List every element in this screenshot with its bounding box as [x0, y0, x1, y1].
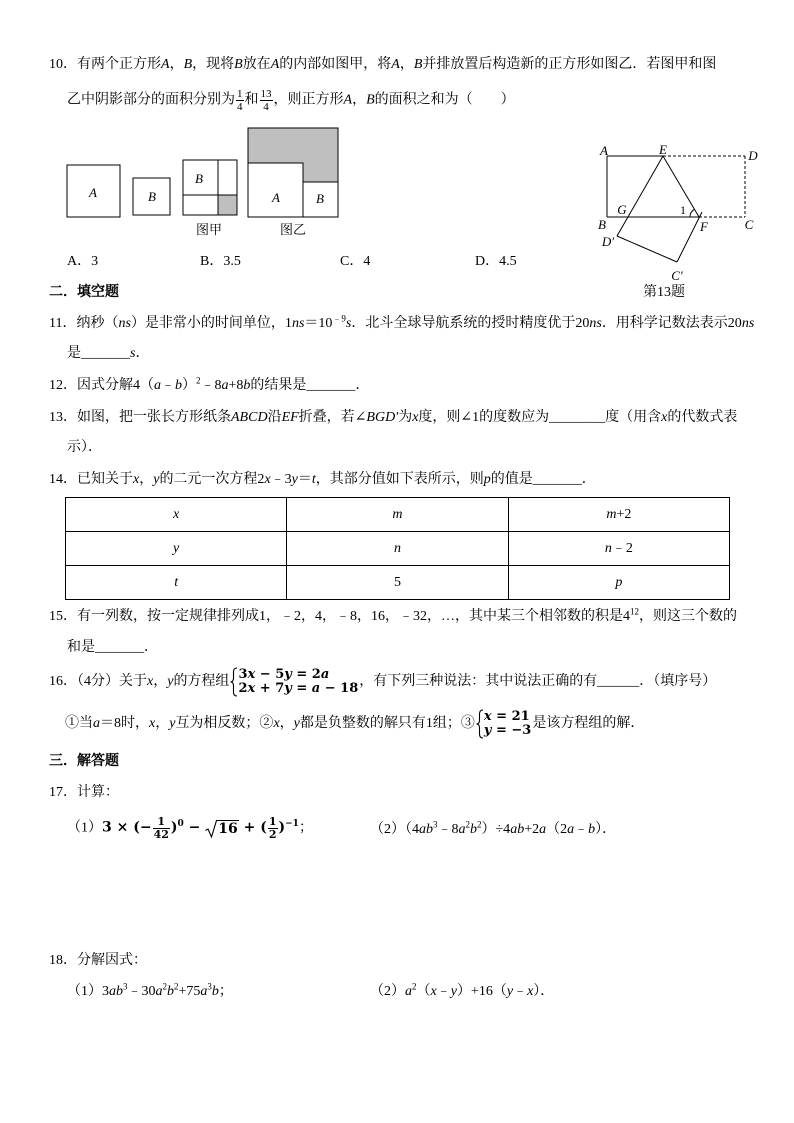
text-run: ．北斗全球导航系统的授时精度优于20 [351, 316, 590, 331]
text-run: ； [298, 820, 313, 836]
text-run: ， [155, 716, 170, 732]
text-run: ）是非常小的时间单位，1 [130, 316, 292, 331]
figure-jia [183, 160, 237, 237]
text-run: ， [139, 472, 154, 487]
superscript: −1 [285, 819, 299, 830]
table-row [66, 566, 730, 600]
math-variable: b [211, 984, 219, 999]
text-run: +2 [616, 506, 632, 522]
math-variable: x [149, 716, 156, 732]
angle-1-label: 1 [680, 203, 686, 217]
table-cell [508, 566, 729, 600]
math-variable: y [284, 681, 292, 696]
text-run: 的值是_______． [490, 472, 596, 487]
fraction-numerator: 1 [237, 88, 243, 100]
math-variable: x [273, 716, 280, 732]
text-run: ，则正方形 [273, 92, 344, 108]
math-variable: y [291, 472, 298, 487]
superscript: 3 [433, 819, 438, 830]
math-variable: n [393, 540, 401, 556]
q18-part1 [67, 982, 233, 1002]
math-variable: y [506, 984, 514, 999]
text-run: 沿 [267, 410, 282, 425]
text-run: 2 [238, 681, 248, 696]
math-variable: y [284, 667, 292, 682]
math-variable: x [173, 506, 180, 522]
math-variable: A [343, 92, 353, 108]
point-c-prime-label: C′ [671, 268, 683, 283]
math-variable: a [405, 984, 412, 999]
table-row [66, 498, 730, 532]
figure-13-labels [598, 142, 758, 283]
math-variable: EF [281, 410, 299, 425]
math-variable: a [221, 378, 229, 393]
figure-13-caption: 第13题 [643, 285, 685, 300]
text-run: ﹣3 [270, 472, 292, 487]
math-variable: a [311, 681, 321, 696]
q15-line1 [49, 607, 737, 627]
segment-c-prime-f [677, 212, 702, 262]
math-variable: x [483, 709, 492, 724]
math-variable: y [293, 716, 300, 732]
math-variable: y [167, 674, 174, 690]
text-run: ﹣ [574, 822, 589, 837]
point-g-label: G [617, 202, 627, 217]
math-variable: s [345, 316, 352, 331]
fraction [153, 816, 170, 841]
math-variable: s [130, 346, 136, 361]
text-run: ）÷4 [481, 822, 511, 837]
left-brace-icon-path [476, 710, 483, 738]
figure-yi-a-label: A [272, 190, 280, 205]
text-run: ，有下列三种说法：其中说法正确的有______．（填序号） [359, 674, 717, 690]
text-run: ﹣ [436, 984, 451, 999]
math-variable: b [167, 984, 174, 999]
math-variable: y [173, 540, 180, 556]
figure-jia-shaded-region [218, 195, 237, 215]
equation-row [484, 724, 531, 738]
text-run: ． [135, 346, 150, 361]
math-variable: y [450, 984, 457, 999]
text-run: +8 [228, 378, 244, 393]
text-run: 和 [244, 92, 259, 108]
q11-line2 [67, 344, 149, 364]
fraction-denominator: 2 [268, 828, 277, 841]
math-variable: ABCD [231, 410, 268, 425]
math-variable: t [174, 574, 179, 590]
text-run: （2）（4 [370, 822, 419, 837]
text-run: ，其部分值如下表所示，则 [315, 472, 484, 487]
text-run: ﹣8 [437, 822, 459, 837]
radical-sign-icon-path [206, 820, 218, 837]
equation-row [238, 682, 358, 696]
superscript: 2 [465, 819, 470, 830]
text-run: 的方程组 [173, 674, 230, 690]
text-run: 度，则∠1的度数应为________度（用含 [418, 410, 662, 425]
math-variable: a [320, 667, 330, 682]
angle-1-arc [690, 209, 694, 217]
math-variable: x [264, 472, 271, 487]
q14-value-table [65, 497, 730, 600]
square-a-figure [67, 165, 120, 217]
equation-system [230, 667, 358, 697]
q10-line1 [49, 55, 716, 75]
q13-line2 [67, 438, 102, 458]
text-run: − 5 [255, 667, 285, 682]
figure-yi-b-label: B [316, 191, 324, 206]
math-variable: ns [291, 316, 305, 331]
point-d-label: D [748, 148, 758, 163]
math-variable: n [604, 540, 612, 556]
equation-rows [238, 668, 358, 696]
math-variable: m [606, 506, 617, 522]
math-variable: ns [118, 316, 131, 331]
equation-rows [484, 710, 531, 738]
square-b-figure [133, 178, 170, 215]
square-a-label: A [89, 185, 97, 200]
superscript: 2 [196, 375, 201, 386]
fraction-denominator: 4 [260, 100, 273, 113]
text-run: 示）． [67, 440, 102, 455]
point-a-label: A [600, 143, 608, 158]
superscript: 2 [412, 981, 417, 992]
math-variable: ab [109, 984, 123, 999]
text-run: ，现将 [192, 57, 235, 72]
math-variable: a [200, 984, 208, 999]
text-run: ﹣ [161, 378, 175, 393]
math-variable: b [175, 378, 182, 393]
superscript: 3 [123, 981, 128, 992]
text-run: ）． [595, 822, 617, 837]
square-root [205, 820, 238, 838]
q18-part2 [370, 982, 554, 1002]
math-variable: x [247, 667, 256, 682]
text-run: 都是负整数的解只有1组；③ [299, 716, 475, 732]
math-variable: p [483, 472, 491, 487]
radical-sign-icon [205, 820, 217, 838]
math-expression: − [183, 819, 206, 836]
fraction-numerator: 13 [260, 88, 272, 100]
text-run: 的结果是_______． [250, 378, 370, 393]
math-variable: B [234, 57, 243, 72]
text-run: 13．如图，把一张长方形纸条 [49, 410, 231, 425]
math-expression: ) [278, 819, 286, 836]
math-variable: x [133, 472, 140, 487]
text-run: 12．因式分解4（ [49, 378, 154, 393]
figure-13 [607, 156, 745, 262]
text-run: ﹣30 [127, 984, 156, 999]
text-run: ＝8时， [100, 716, 149, 732]
math-variable: y [153, 472, 160, 487]
fraction-numerator: 1 [157, 815, 166, 828]
superscript: 2 [162, 981, 167, 992]
text-run: ， [352, 92, 367, 108]
text-run: = [291, 681, 312, 696]
math-variable: b [470, 822, 477, 837]
text-run: （2） [370, 984, 405, 999]
math-variable: p [615, 574, 623, 590]
math-variable: B [366, 92, 375, 108]
text-run: 的代数式表 [667, 410, 738, 425]
text-run: ﹣8 [200, 378, 222, 393]
equation-row [484, 710, 531, 724]
figures-layer [0, 0, 794, 300]
q12-line [49, 376, 369, 396]
math-variable: A [161, 57, 170, 72]
text-run: 15．有一列数，按一定规律排列成1，﹣2，4，﹣8，16，﹣32，…，其中某三个相邻数的积是4 [49, 609, 630, 624]
fraction [268, 816, 278, 841]
q17-part2 [370, 820, 616, 840]
q10-line2 [67, 88, 515, 113]
q16-line1 [49, 667, 716, 697]
math-variable: ab [419, 822, 433, 837]
section-answer-heading: 三．解答题 [49, 754, 119, 769]
math-variable: a [539, 822, 547, 837]
text-run: 10．有两个正方形 [49, 57, 161, 72]
math-variable: B [413, 57, 423, 72]
section-fill-heading: 二．填空题 [49, 285, 119, 300]
text-run: ， [399, 57, 414, 72]
math-expression: ) [170, 819, 178, 836]
text-run: 的二元一次方程2 [159, 472, 265, 487]
table-row [66, 532, 730, 566]
q10-option-d: D．4.5 [475, 254, 517, 269]
text-run: 的内部如图甲，将 [279, 57, 392, 72]
fraction-denominator: 42 [153, 828, 169, 841]
text-run: 3 [238, 667, 248, 682]
table-cell [287, 498, 508, 532]
text-run: ）+16（ [456, 984, 507, 999]
q14-line [49, 470, 596, 490]
text-run: （ [416, 984, 431, 999]
q17-title [49, 783, 119, 803]
text-run: 17．计算： [49, 785, 119, 800]
text-run: 和是_______． [67, 640, 158, 655]
text-run: ， [169, 57, 184, 72]
math-variable: x [527, 984, 534, 999]
q15-line2 [67, 638, 158, 658]
text-run: = 2 [291, 667, 321, 682]
point-f-label: F [700, 219, 708, 234]
text-run: ．用科学记数法表示20 [601, 316, 742, 331]
left-brace-icon [476, 709, 484, 739]
math-variable: y [169, 716, 176, 732]
math-variable: a [93, 716, 100, 732]
text-run: ， [279, 716, 294, 732]
math-variable: x [147, 674, 154, 690]
text-run: 的面积之和为（ ） [374, 92, 515, 108]
math-variable: A [391, 57, 400, 72]
math-variable: t [311, 472, 316, 487]
table-cell [66, 532, 287, 566]
text-run: 16．（4分）关于 [49, 674, 147, 690]
q10-option-b: B．3.5 [200, 254, 241, 269]
math-variable: ab [510, 822, 525, 837]
math-variable: ns [741, 316, 755, 331]
text-run: ＝ [297, 472, 312, 487]
text-run: 放在 [242, 57, 271, 72]
text-run: ； [218, 984, 233, 999]
text-run: 是该方程组的解． [532, 716, 645, 732]
fraction-numerator: 1 [268, 815, 277, 828]
math-variable: x [661, 410, 668, 425]
q10-option-a: A．3 [67, 254, 99, 269]
text-run: +2 [524, 822, 540, 837]
fraction [236, 88, 244, 113]
table-cell [508, 532, 729, 566]
q16-line2 [65, 709, 644, 739]
superscript: 3 [207, 981, 212, 992]
q10-option-c: C．4 [340, 254, 371, 269]
text-run: （1） [67, 820, 102, 836]
text-run: 乙中阴影部分的面积分别为 [67, 92, 235, 108]
text-run: +75 [178, 984, 201, 999]
math-variable: a [155, 984, 163, 999]
radicand: 16 [218, 820, 238, 837]
math-variable: m [392, 506, 403, 522]
table-cell [66, 498, 287, 532]
text-run: + 7 [255, 681, 285, 696]
figure-yi-caption: 图乙 [279, 222, 307, 237]
q18-title [49, 951, 147, 971]
text-run: ， [153, 674, 168, 690]
left-brace-icon [230, 667, 238, 697]
math-variable: a [458, 822, 466, 837]
table-cell [66, 566, 287, 600]
text-run: ①当 [65, 716, 93, 732]
figure-yi-shaded-region [248, 128, 338, 182]
point-d-prime-label: D′ [601, 234, 615, 249]
math-variable: BGD' [366, 410, 399, 425]
segment-ed-prime [617, 156, 663, 236]
table-cell [287, 532, 508, 566]
text-run: ）． [533, 984, 555, 999]
math-variable: ns [589, 316, 602, 331]
q17-part1 [67, 816, 313, 841]
equation-system [476, 709, 531, 739]
text-run: 11．纳秒（ [49, 316, 119, 331]
text-run: ＝10 [304, 316, 333, 331]
math-variable: b [588, 822, 596, 837]
text-run: = −3 [491, 723, 532, 738]
text-run: （1）3 [67, 984, 109, 999]
math-variable: x [247, 681, 256, 696]
figure-yi [248, 128, 338, 237]
left-brace-icon-path [231, 668, 238, 696]
text-run: ，则这三个数的 [639, 609, 737, 624]
text-run: 14．已知关于 [49, 472, 133, 487]
superscript: 2 [174, 981, 179, 992]
text-run: ） [182, 378, 196, 393]
fraction-denominator: 4 [237, 101, 243, 113]
math-expression: 3 × (− [102, 819, 152, 836]
superscript: ﹣9 [332, 313, 346, 324]
text-run: 折叠，若∠ [298, 410, 367, 425]
superscript: 2 [477, 819, 482, 830]
text-run: 互为相反数；② [175, 716, 274, 732]
math-variable: a [567, 822, 575, 837]
math-variable: a [154, 378, 161, 393]
math-variable: x [412, 410, 419, 425]
text-run: − 18 [320, 681, 359, 696]
math-variable: A [270, 57, 280, 72]
math-variable: b [243, 378, 251, 393]
text-run: 是_______ [67, 346, 130, 361]
superscript: 12 [630, 606, 639, 617]
table-cell [287, 566, 508, 600]
math-variable: y [483, 723, 492, 738]
segment-d-prime-c-prime [617, 236, 677, 262]
table-cell [508, 498, 729, 532]
text-run: 为 [398, 410, 413, 425]
text-run: （2 [546, 822, 568, 837]
point-c-label: C [744, 217, 754, 232]
figure-jia-caption: 图甲 [195, 222, 223, 237]
superscript: 0 [177, 819, 184, 830]
math-variable: B [183, 57, 193, 72]
q11-line1 [49, 314, 754, 334]
text-run: ﹣2 [611, 540, 633, 556]
text-run: ﹣ [513, 984, 528, 999]
equation-row [238, 668, 358, 682]
figure-jia-b-label: B [195, 171, 203, 186]
math-variable: x [430, 984, 437, 999]
point-b-label: B [598, 217, 606, 232]
text-run: 并排放置后构造新的正方形如图乙．若图甲和图 [422, 57, 717, 72]
square-b-label: B [148, 189, 156, 204]
text-run: 18．分解因式： [49, 953, 147, 968]
fraction [260, 88, 273, 113]
point-e-label: E [659, 142, 667, 157]
text-run: 5 [393, 574, 401, 590]
text-run: = 21 [491, 709, 530, 724]
math-expression: + ( [238, 819, 267, 836]
q13-line1 [49, 408, 737, 428]
